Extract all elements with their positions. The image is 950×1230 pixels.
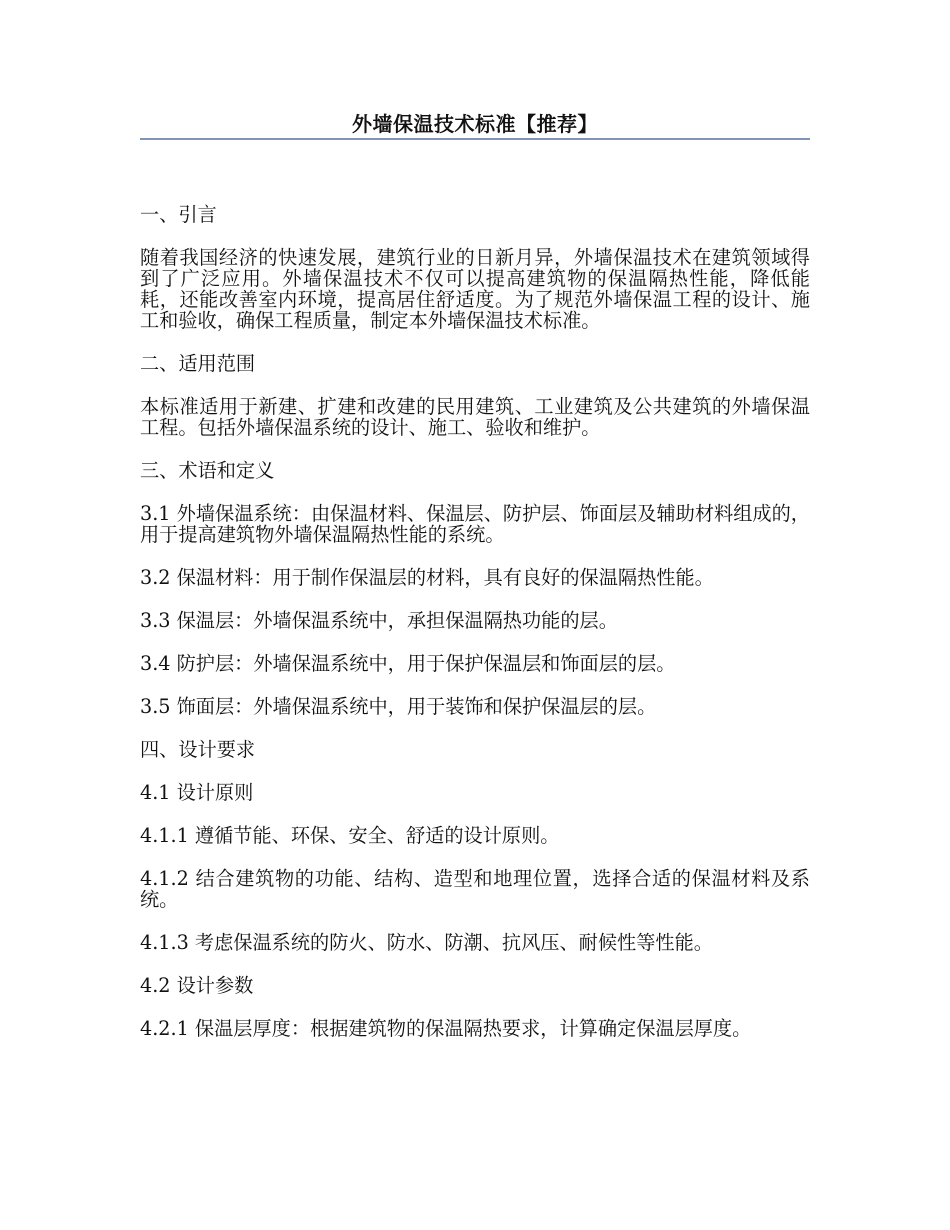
title-divider	[140, 138, 810, 140]
clause-item: 4.2.1 保温层厚度：根据建筑物的保温隔热要求，计算确定保温层厚度。	[140, 1017, 752, 1040]
section-heading-design: 四、设计要求	[140, 738, 256, 761]
section-heading-introduction: 一、引言	[140, 203, 217, 226]
subsection-heading: 4.2 设计参数	[140, 974, 254, 997]
body-paragraph: 随着我国经济的快速发展，建筑行业的日新月异，外墙保温技术在建筑领域得到了广泛应用。外墙保温技术不仅可以提高建筑物的保温隔热性能，降低能耗，还能改善室内环境，提高居住舒适度。为了规范外墙保温工程的设计、施工和验收，确保工程质量，制定本外墙保温技术标准。	[140, 246, 810, 332]
term-definition: 3.5 饰面层：外墙保温系统中，用于装饰和保护保温层的层。	[140, 695, 657, 718]
term-definition: 3.3 保温层：外墙保温系统中，承担保温隔热功能的层。	[140, 609, 618, 632]
document-body	[140, 204, 810, 1039]
subsection-heading: 4.1 设计原则	[140, 781, 254, 804]
term-definition: 3.4 防护层：外墙保温系统中，用于保护保温层和饰面层的层。	[140, 652, 676, 675]
term-definition: 3.1 外墙保温系统：由保温材料、保温层、防护层、饰面层及辅助材料组成的，用于提高建筑物外墙保温隔热性能的系统。	[140, 502, 810, 546]
clause-item: 4.1.1 遵循节能、环保、安全、舒适的设计原则。	[140, 824, 560, 847]
section-heading-terms: 三、术语和定义	[140, 459, 275, 482]
section-heading-scope: 二、适用范围	[140, 352, 256, 375]
document-title: 外墙保温技术标准【推荐】	[352, 112, 598, 136]
body-paragraph: 本标准适用于新建、扩建和改建的民用建筑、工业建筑及公共建筑的外墙保温工程。包括外墙保温系统的设计、施工、验收和维护。	[140, 395, 810, 439]
clause-item: 4.1.2 结合建筑物的功能、结构、造型和地理位置，选择合适的保温材料及系统。	[140, 867, 810, 911]
document-page	[140, 0, 810, 1061]
clause-item: 4.1.3 考虑保温系统的防火、防水、防潮、抗风压、耐候性等性能。	[140, 931, 713, 954]
term-definition: 3.2 保温材料：用于制作保温层的材料，具有良好的保温隔热性能。	[140, 566, 714, 589]
